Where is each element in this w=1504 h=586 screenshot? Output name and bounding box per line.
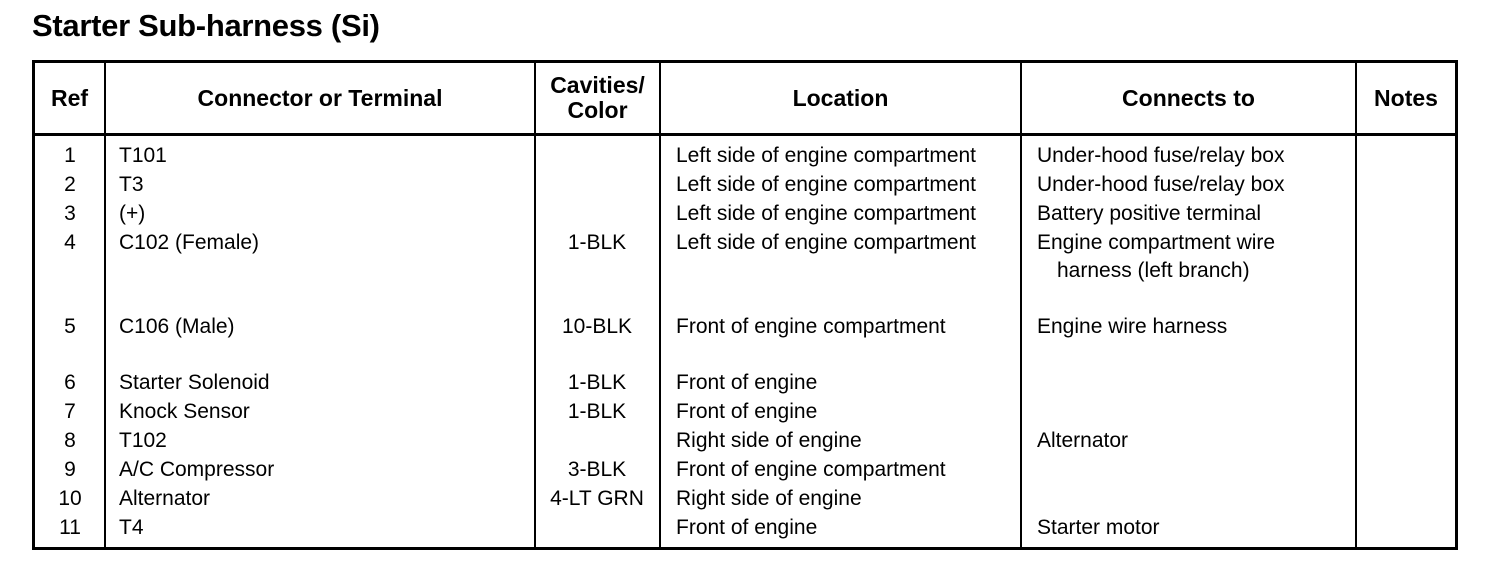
- cell-ref: 7: [64, 400, 76, 423]
- cell-connector: A/C Compressor: [119, 458, 275, 481]
- cell-connects-to: Under-hood fuse/relay box: [1037, 173, 1285, 196]
- cell-connects-to: Alternator: [1037, 429, 1129, 452]
- cell-location: Left side of engine compartment: [676, 144, 977, 167]
- cell-connects-to: Under-hood fuse/relay box: [1037, 144, 1285, 167]
- cell-cavities: 3-BLK: [567, 458, 627, 481]
- cell-connector: C102 (Female): [119, 231, 260, 254]
- header-connector: Connector or Terminal: [197, 84, 443, 111]
- cell-cavities: 10-BLK: [561, 315, 633, 338]
- cell-ref: 4: [64, 231, 76, 254]
- cell-ref: 8: [64, 429, 76, 452]
- cell-location: Left side of engine compartment: [676, 173, 977, 196]
- header-cavities: [536, 63, 659, 133]
- cell-connector: C106 (Male): [119, 315, 235, 338]
- cell-ref: 3: [64, 202, 76, 225]
- header-ref: Ref: [50, 84, 89, 111]
- cell-cavities: 1-BLK: [567, 400, 627, 423]
- cell-ref: 2: [64, 173, 76, 196]
- cell-connector: T4: [119, 516, 144, 539]
- cell-connector: T3: [119, 173, 144, 196]
- cell-ref: 10: [58, 487, 82, 510]
- cell-connects-to-continued: harness (left branch): [1057, 259, 1250, 282]
- cell-connector: T101: [119, 144, 167, 167]
- cell-cavities: 1-BLK: [567, 231, 627, 254]
- cell-location: Right side of engine: [676, 429, 862, 452]
- cell-cavities: 1-BLK: [567, 371, 627, 394]
- cell-ref: 5: [64, 315, 76, 338]
- cell-connector: T102: [119, 429, 167, 452]
- cell-connects-to: Starter motor: [1037, 516, 1160, 539]
- header-divider: [35, 133, 1455, 136]
- cell-connects-to: Engine wire harness: [1037, 315, 1228, 338]
- cell-ref: 11: [59, 516, 81, 539]
- cell-connector: Alternator: [119, 487, 211, 510]
- harness-table: [32, 60, 1458, 550]
- cell-connects-to: Battery positive terminal: [1037, 202, 1262, 225]
- cell-location: Right side of engine: [676, 487, 862, 510]
- cell-cavities: 4-LT GRN: [550, 487, 644, 510]
- header-location: Location: [792, 84, 889, 111]
- cell-location: Front of engine: [676, 371, 818, 394]
- header-cavities-line1: Cavities/: [550, 72, 645, 98]
- cell-location: Front of engine: [676, 516, 818, 539]
- cell-connector: Starter Solenoid: [119, 371, 270, 394]
- cell-ref: 9: [64, 458, 76, 481]
- cell-location: Front of engine compartment: [676, 315, 946, 338]
- cell-connector: (+): [119, 202, 146, 225]
- cell-connector: Knock Sensor: [119, 400, 250, 423]
- cell-location: Left side of engine compartment: [676, 202, 977, 225]
- cell-ref: 1: [64, 144, 76, 167]
- header-connects-to: Connects to: [1122, 84, 1255, 111]
- cell-ref: 6: [64, 371, 76, 394]
- header-cavities-line2: Color: [567, 97, 628, 123]
- header-notes: Notes: [1374, 84, 1438, 111]
- cell-connects-to: Engine compartment wire: [1037, 231, 1276, 254]
- cell-location: Front of engine compartment: [676, 458, 946, 481]
- cell-location: Front of engine: [676, 400, 818, 423]
- page-title: Starter Sub-harness (Si): [32, 8, 380, 43]
- cell-location: Left side of engine compartment: [676, 231, 977, 254]
